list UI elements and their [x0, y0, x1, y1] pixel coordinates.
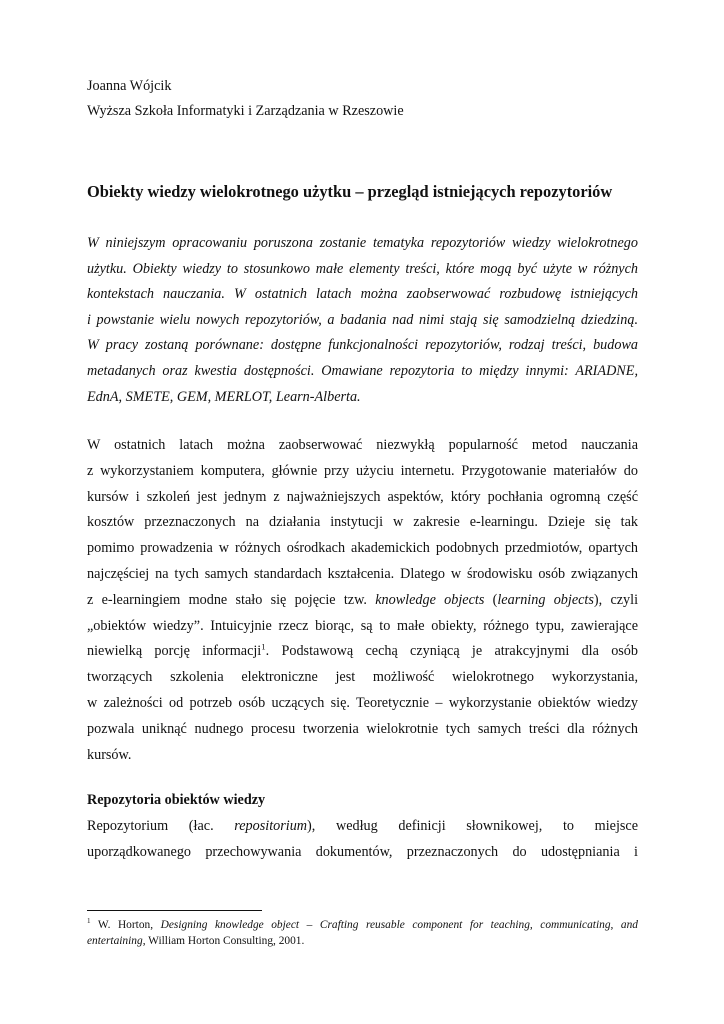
term-learning-objects: learning objects: [497, 591, 594, 608]
footnote: [87, 917, 638, 949]
abstract-line: metadanych oraz kwestia dostępności. Omawiane repozytoria to między innymi: ARIADNE,: [87, 362, 638, 379]
abstract-line: i powstanie wielu nowych repozytoriów, a badania nad nimi stają się samodzielną dziedziną.: [87, 311, 638, 328]
author-affiliation: Wyższa Szkoła Informatyki i Zarządzania w Rzeszowie: [87, 103, 404, 119]
body-text: (: [484, 591, 498, 608]
body-line: tworzących szkolenia elektroniczne jest możliwość wielokrotnego wykorzystania,: [87, 669, 638, 686]
body-line: kursów i szkoleń jest jednym z najważniejszych aspektów, który pochłania ogromną część: [87, 488, 638, 505]
body-line: „obiektów wiedzy”. Intuicyjnie rzecz biorąc, są to małe obiekty, różnego typu, zawierające: [87, 617, 638, 634]
body-line: pomimo prowadzenia w różnych ośrodkach akademickich podobnych przedmiotów, opartych: [87, 540, 638, 557]
term-repositorium: repositorium: [234, 818, 308, 834]
body-text: niewielką porcję informacji: [87, 643, 262, 660]
paper-title: Obiekty wiedzy wielokrotnego użytku – przegląd istniejących repozytoriów: [87, 182, 613, 201]
footnote-book-title: Designing knowledge object – Crafting reusable component for teaching, communicating, and: [160, 919, 638, 931]
body-line: pozwala uniknąć nudnego procesu tworzenia wielokrotnie tych samych treści dla różnych: [87, 720, 638, 737]
footnote-ref[interactable]: 1: [261, 641, 266, 652]
abstract: [87, 231, 638, 410]
body-line: z wykorzystaniem komputera, głównie przy użyciu internetu. Przygotowanie materiałów do: [87, 462, 638, 479]
section-paragraph: [87, 813, 638, 865]
footnote-number: 1: [87, 917, 91, 926]
body-line: [87, 639, 638, 665]
section-line: [87, 813, 638, 839]
body-text: ), czyli: [593, 591, 639, 608]
body-line: kosztów przeznaczonych na działania instytucji w zakresie e-learningu. Dzieje się tak: [87, 514, 638, 531]
abstract-line: EdnA, SMETE, GEM, MERLOT, Learn-Alberta.: [87, 388, 361, 405]
term-knowledge-objects: knowledge objects: [375, 591, 485, 608]
body-text: z e-learningiem modne stało się pojęcie tzw.: [87, 591, 376, 608]
body-line: najczęściej na tych samych standardach kształcenia. Dlatego w środowisku osób związanych: [87, 565, 638, 582]
footnote-text: W. Horton,: [90, 919, 161, 931]
body-text: . Podstawową cechą czyniącą je atrakcyjnymi dla osób: [265, 643, 638, 660]
abstract-line: W pracy zostaną porównane: dostępne funkcjonalności repozytoriów, rodzaj treści, budowa: [87, 337, 638, 354]
abstract-line: kontekstach nauczania. W ostatnich latach można zaobserwować rozbudowę istniejących: [87, 286, 638, 303]
footnote-text: , William Horton Consulting, 2001.: [142, 935, 305, 947]
body-line: kursów.: [87, 746, 132, 763]
section-line: uporządkowanego przechowywania dokumentów, przeznaczonych do udostępniania i: [87, 844, 638, 860]
body-text: Repozytorium (łac.: [87, 818, 235, 834]
body-line: W ostatnich latach można zaobserwować niezwykłą popularność metod nauczania: [87, 437, 638, 453]
author-block: [87, 74, 404, 124]
body-text: ), według definicji słownikowej, to miejsce: [307, 818, 638, 834]
abstract-line: użytku. Obiekty wiedzy to stosunkowo małe elementy treści, które mogą być użyte w różnych: [87, 260, 638, 277]
section-heading: Repozytoria obiektów wiedzy: [87, 792, 266, 808]
author-name: Joanna Wójcik: [87, 78, 172, 94]
footnote-line: [87, 917, 638, 933]
abstract-line: W niniejszym opracowaniu poruszona zostanie tematyka repozytoriów wiedzy wielokrotnego: [87, 235, 638, 251]
body-paragraph: [87, 433, 638, 768]
footnote-divider: [87, 910, 262, 911]
footnote-line: [87, 933, 638, 949]
body-line: w zależności od potrzeb osób uczących się. Teoretycznie – wykorzystanie obiektów wiedzy: [87, 694, 638, 711]
footnote-book-title: entertaining: [87, 935, 143, 947]
body-line: [87, 588, 638, 614]
